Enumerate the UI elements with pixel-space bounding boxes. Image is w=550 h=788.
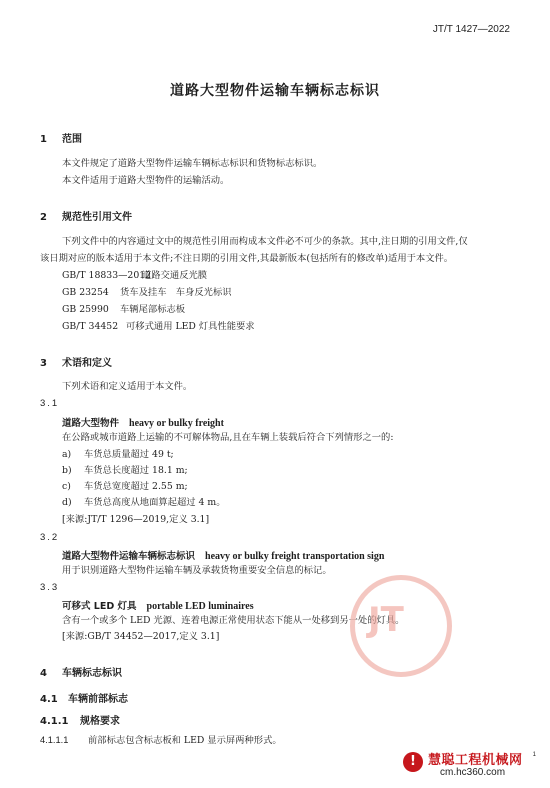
paragraph: 本文件规定了道路大型物件运输车辆标志标识和货物标志标识。 [62, 158, 323, 169]
list-label: c) [62, 481, 71, 492]
reference-code: GB/T 34452 [62, 321, 119, 332]
section-number: 4 [40, 668, 47, 679]
list-item [62, 448, 174, 462]
term-heading [62, 598, 254, 612]
section-1-heading [40, 130, 82, 145]
section-number: 2 [40, 212, 47, 223]
term-chinese: 可移式 LED 灯具 [62, 601, 137, 612]
page-number: 1 [532, 752, 536, 758]
paragraph: 本文件适用于道路大型物件的运输活动。 [62, 175, 230, 186]
section-title: 范围 [62, 134, 82, 145]
reference-name: 道路交通反光膜 [142, 270, 208, 281]
reference-code: GB 25990 [62, 304, 109, 315]
list-item [62, 480, 188, 494]
section-number: 4.1.1 [40, 716, 69, 727]
paragraph: 下列文件中的内容通过文中的规范性引用而构成本文件必不可少的条款。其中,注日期的引用文件,仅 [62, 236, 468, 247]
section-title: 术语和定义 [62, 358, 112, 369]
term-heading [62, 548, 384, 562]
reference-code: GB/T 18833—2012 [62, 270, 152, 281]
term-heading [62, 415, 224, 429]
watermark-text: JT [368, 600, 404, 640]
list-text: 车货总质量超过 49 t; [84, 449, 174, 460]
section-title: 车辆标志标识 [62, 668, 122, 679]
site-logo-name: 慧聪工程机械网 [428, 753, 523, 768]
term-definition: 用于识别道路大型物件运输车辆及承载货物重要安全信息的标记。 [62, 565, 332, 576]
list-item [62, 464, 188, 478]
section-number: 4.1 [40, 694, 58, 705]
term-source: [来源:GB/T 34452—2017,定义 3.1] [62, 631, 220, 642]
term-chinese: 道路大型物件运输车辆标志标识 [62, 551, 196, 562]
term-definition: 含有一个或多个 LED 光源、连着电源正常使用状态下能从一处移到另一处的灯具。 [62, 615, 405, 626]
section-title: 规范性引用文件 [62, 212, 132, 223]
list-item [62, 496, 226, 510]
paragraph: 该日期对应的版本适用于本文件;不注日期的引用文件,其最新版本(包括所有的修改单)适用于本文件。 [40, 253, 454, 264]
term-definition: 在公路或城市道路上运输的不可解体物品,且在车辆上装载后符合下列情形之一的: [62, 432, 394, 443]
section-title: 车辆前部标志 [68, 694, 128, 705]
section-title: 规格要求 [80, 716, 120, 727]
reference-name: 可移式通用 LED 灯具性能要求 [126, 321, 255, 332]
reference-name: 货车及挂车 车身反光标识 [120, 287, 232, 298]
term-source: [来源:JT/T 1296—2019,定义 3.1] [62, 514, 210, 525]
reference-item [62, 320, 255, 334]
list-label: d) [62, 497, 72, 508]
site-logo-url: cm.hc360.com [440, 767, 506, 778]
list-text: 车货总高度从地面算起超过 4 m。 [84, 497, 226, 508]
section-number: 3 [40, 358, 47, 369]
section-3-heading [40, 354, 112, 369]
term-number: 3.2 [40, 532, 60, 543]
document-code: JT/T 1427—2022 [432, 24, 510, 35]
list-label: a) [62, 449, 72, 460]
reference-item [62, 269, 207, 283]
subsection-heading [40, 712, 120, 727]
reference-item [62, 303, 185, 317]
list-label: b) [62, 465, 72, 476]
reference-item [62, 286, 232, 300]
site-logo-icon: ! [403, 752, 423, 772]
clause-text: 前部标志包含标志板和 LED 显示屏两种形式。 [88, 735, 282, 746]
term-english: portable LED luminaires [146, 601, 254, 612]
document-title: 道路大型物件运输车辆标志标识 [170, 83, 380, 99]
list-text: 车货总长度超过 18.1 m; [84, 465, 188, 476]
reference-name: 车辆尾部标志板 [120, 304, 186, 315]
term-number: 3.3 [40, 582, 60, 593]
term-chinese: 道路大型物件 [62, 418, 120, 429]
reference-code: GB 23254 [62, 287, 109, 298]
term-number: 3.1 [40, 398, 60, 409]
clause [40, 733, 282, 748]
paragraph: 下列术语和定义适用于本文件。 [62, 381, 193, 392]
section-number: 1 [40, 134, 47, 145]
section-4-heading [40, 664, 122, 679]
section-2-heading [40, 208, 132, 223]
subsection-heading [40, 690, 128, 705]
list-text: 车货总宽度超过 2.55 m; [84, 481, 188, 492]
term-english: heavy or bulky freight transportation sign [205, 551, 385, 562]
clause-number: 4.1.1.1 [40, 735, 69, 745]
term-english: heavy or bulky freight [129, 418, 224, 429]
